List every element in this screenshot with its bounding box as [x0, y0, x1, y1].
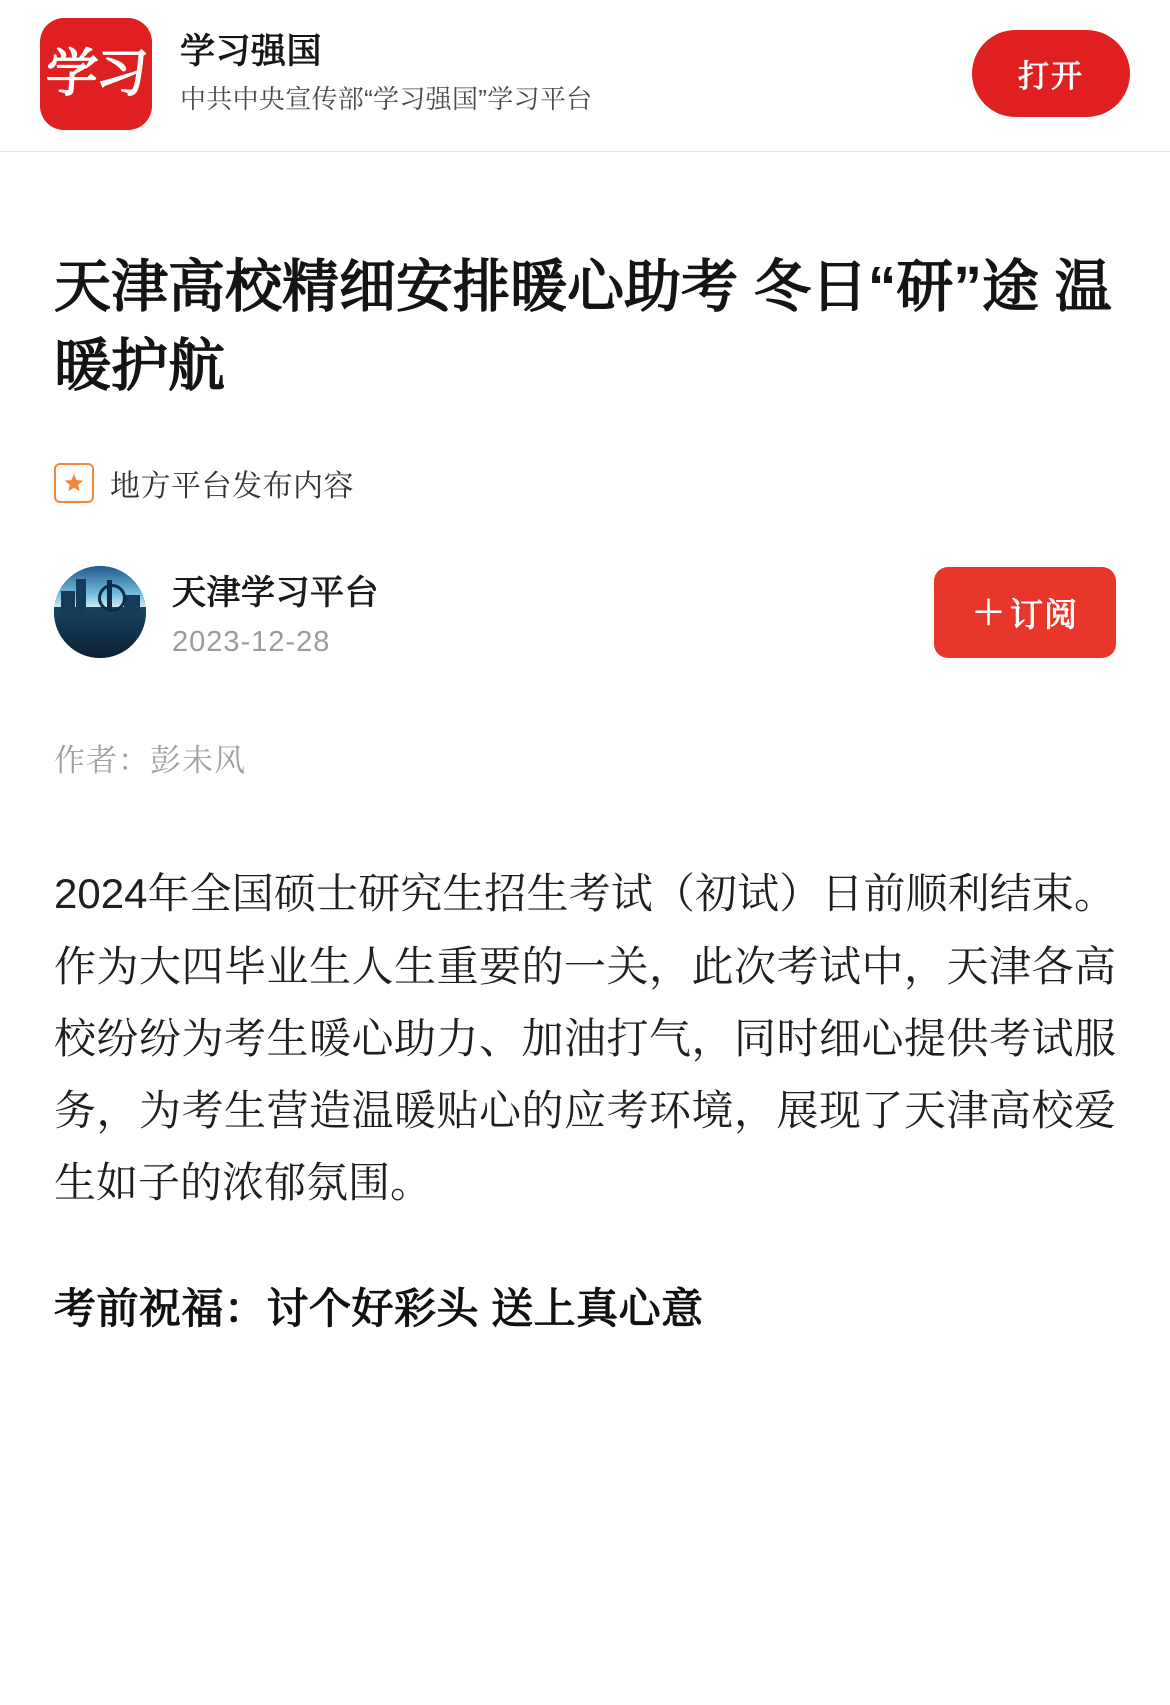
article-paragraph: 2024年全国硕士研究生招生考试（初试）日前顺利结束。作为大四毕业生人生重要的一关，此次考试中，天津各高校纷纷为考生暖心助力、加油打气，同时细心提供考试服务，为考生营造温暖贴心的应考环境，展现了天津高校爱生如子的浓郁氛围。 [54, 870, 1116, 1207]
source-tag-label: 地方平台发布内容 [110, 470, 354, 504]
article-container [0, 152, 1170, 1340]
star-badge-icon [54, 463, 94, 503]
xuexi-app-logo-icon [40, 18, 152, 130]
app-logo-text: 学习 [43, 42, 149, 104]
avatar[interactable] [54, 566, 146, 658]
app-title: 学习强国 [180, 31, 323, 71]
publish-date: 2023-12-28 [172, 626, 331, 659]
plus-icon: ＋ [972, 593, 1006, 631]
publisher-row [54, 565, 1116, 659]
page-title: 天津高校精细安排暖心助考 冬日“研”途 温暖护航 [54, 255, 1112, 398]
article-subheading: 考前祝福：讨个好彩头 送上真心意 [54, 1285, 704, 1333]
publisher-name[interactable]: 天津学习平台 [172, 574, 379, 613]
subscribe-button[interactable] [934, 567, 1116, 658]
app-promo-banner [0, 0, 1170, 152]
publisher-meta [172, 565, 934, 659]
author-line: 作者：彭未风 [54, 743, 246, 779]
open-app-button[interactable]: 打开 [972, 30, 1130, 117]
app-subtitle: 中共中央宣传部“学习强国”学习平台 [180, 84, 593, 115]
source-tag [54, 461, 1116, 505]
subscribe-button-label: 订阅 [1010, 595, 1078, 633]
app-meta [180, 30, 972, 118]
